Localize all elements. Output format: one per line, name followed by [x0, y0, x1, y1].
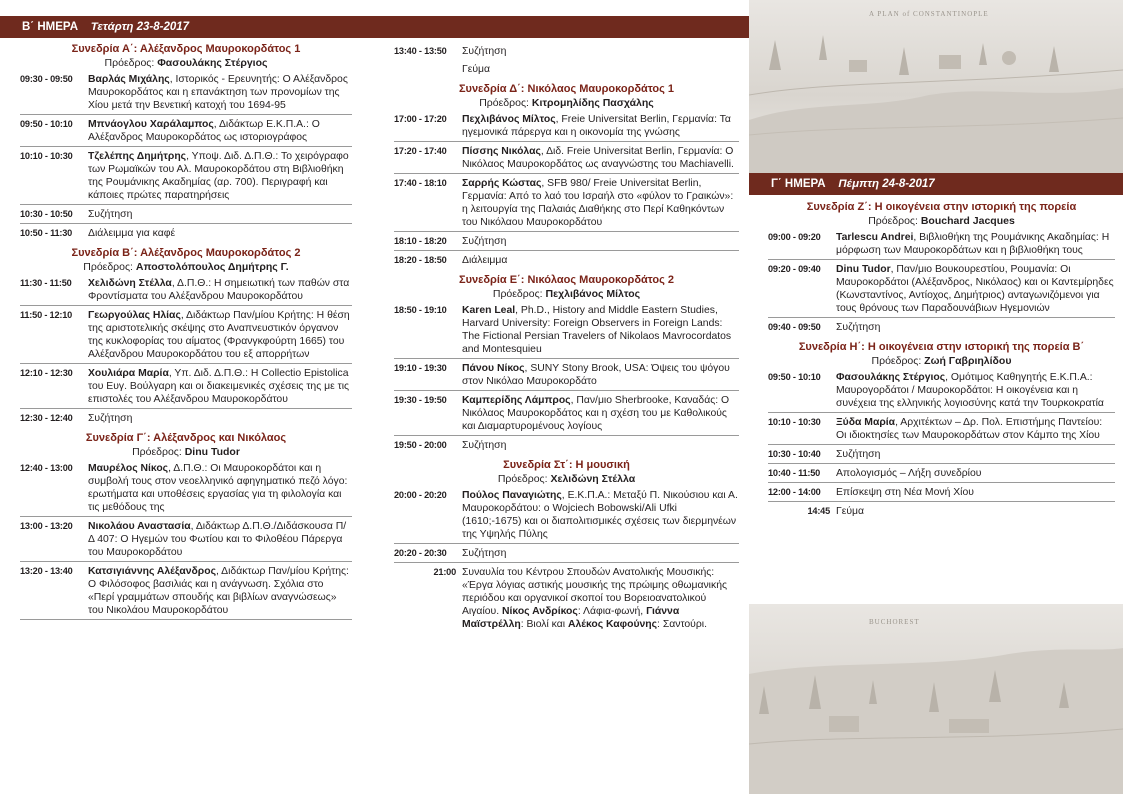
- session-g-header: [768, 200, 1115, 228]
- talk-row: [768, 368, 1115, 413]
- talk-time: 09:50 - 10:10: [20, 119, 73, 129]
- speaker-name: Πούλος Παναγιώτης: [462, 490, 562, 501]
- talk-title: , Υπ. Διδ. Δ.Π.Θ.: Η Collectio Epistolica του Ευγ. Βούλγαρη και οι διακειμενικές σχέσεις της με τις επιστολές του Αλέξανδρου Μαυροκορδάτου: [88, 368, 350, 405]
- talk-text: [462, 304, 739, 356]
- session-c-header: [20, 431, 352, 459]
- talk-title: , Ε.Κ.Π.Α.: Μεταξύ Π. Νικούσιου και Α. Μαυροκορδάτου: ο Wojciech Bobowski/Ali Ufki (1610;-1675) και οι διαπολιτισμικές σχέσεις των διερμηνέων της Υψηλής Πύλης: [462, 490, 738, 540]
- closing-row: [768, 445, 1115, 464]
- engraving-bottom-label: BUCHOREST: [869, 618, 920, 626]
- session-g-title: Συνεδρία Ζ΄: Η οικογένεια στην ιστορική της πορεία: [806, 201, 1077, 213]
- closing-row: [768, 502, 1115, 520]
- talk-title: , Αρχιτέκτων – Δρ. Πολ. Επιστήμης Παντείου: Οι ιδιοκτησίες των Μαυροκορδάτων στον Κάμπο της Χίου: [836, 417, 1103, 441]
- day2-title: Β΄ ΗΜΕΡΑ: [22, 21, 79, 33]
- talk-row: [768, 260, 1115, 318]
- chair-name: Bouchard Jacques: [920, 215, 1015, 227]
- talk-row: [20, 147, 352, 205]
- performer-name: Αλέκος Καφούνης: [567, 619, 658, 630]
- talk-row: [20, 274, 352, 306]
- talk-title: , Διδάκτωρ Παν/μίου Κρήτης: Ο Φιλόσοφος βασιλιάς και η ανάγνωση. Σχόλια στο «Περί γραμμάτων σπουδής και βιβλίων αναγνώσεως» του Νικολάου Μαυροκορδάτου: [88, 566, 349, 616]
- talk-time: 10:10 - 10:30: [20, 151, 73, 161]
- chair-label: Πρόεδρος:: [132, 446, 182, 458]
- talk-time: 14:45: [807, 506, 830, 516]
- bucharest-engraving: [749, 604, 1123, 794]
- discussion-row: [394, 544, 739, 563]
- talk-text: [88, 367, 352, 406]
- break-label: Διάλειμμα: [462, 255, 508, 266]
- break-label: Διάλειμμα για καφέ: [88, 228, 176, 239]
- talk-time: 20:20 - 20:30: [394, 548, 447, 558]
- break-row: [20, 224, 352, 242]
- talk-time: 17:00 - 17:20: [394, 114, 447, 124]
- speaker-name: Ξύδα Μαρία: [836, 417, 896, 428]
- talk-title: , Παν/μιο Sherbrooke, Καναδάς: Ο Νικόλαος Μαυροκορδάτος και η σχέση του με Καθολικούς και Διαμαρτυρομένους λογίους: [462, 395, 730, 432]
- talk-title: , SFB 980/ Freie Universitat Berlin, Γερμανία: Από το λαό του Ισραήλ στο «φύλον το Γραικών»: η λειτουργία της Παλαιάς Διαθήκης στο Περί Καθηκόντων του Νικόλαου Μαυροκορδάτου: [462, 178, 734, 228]
- talk-time: 18:10 - 18:20: [394, 236, 447, 246]
- talk-row: [20, 115, 352, 147]
- talk-row: [394, 110, 739, 142]
- chair-name: Dinu Tudor: [184, 446, 240, 458]
- performer-role: : Σαντούρι.: [657, 619, 707, 630]
- speaker-name: Karen Leal: [462, 305, 516, 316]
- chair-label: Πρόεδρος:: [868, 215, 918, 227]
- talk-time: 12:30 - 12:40: [20, 413, 73, 423]
- talk-text: [462, 113, 739, 139]
- closing-label: Απολογισμός – Λήξη συνεδρίου: [836, 468, 982, 479]
- session-g-chair: [768, 214, 1115, 228]
- chair-label: Πρόεδρος:: [871, 355, 922, 367]
- session-h-header: [768, 340, 1115, 368]
- session-f-chair: [394, 472, 739, 486]
- day2-header-bar: [0, 16, 749, 38]
- talk-row: [394, 359, 739, 391]
- engraving-top-label: A PLAN of CONSTANTINOPLE: [869, 10, 989, 18]
- chair-name: Πεχλιβάνος Μίλτος: [545, 288, 641, 300]
- talk-title: , Δ.Π.Θ.: Οι Μαυροκορδάτοι και η συμβολή τους στον νεοελληνικό αφηγηματικό πεζό λόγο: ερωτήματα και υποθέσεις εργασίας για τη φιλολογία και τις μεθόδους της: [88, 463, 348, 513]
- talk-text: [836, 371, 1115, 410]
- talk-time: 13:20 - 13:40: [20, 566, 73, 576]
- talk-row: [20, 364, 352, 409]
- talk-time: 11:50 - 12:10: [20, 310, 73, 320]
- discussion-row: [768, 318, 1115, 336]
- talk-row: [20, 517, 352, 562]
- talk-time: 12:40 - 13:00: [20, 463, 73, 473]
- talk-row: [394, 391, 739, 436]
- talk-row: [394, 174, 739, 232]
- talk-time: 18:50 - 19:10: [394, 305, 447, 315]
- speaker-name: Χελιδώνη Στέλλα: [88, 278, 172, 289]
- discussion-row: [20, 205, 352, 224]
- talk-text: [88, 462, 352, 514]
- talk-text: [462, 362, 739, 388]
- engraving-art-bottom: [749, 604, 1123, 794]
- speaker-name: Tarlescu Andrei: [836, 232, 914, 243]
- talk-text: [88, 118, 352, 144]
- session-h-title: Συνεδρία Η΄: Η οικογένεια στην ιστορική της πορεία Β΄: [798, 341, 1085, 353]
- discussion-label: Συζήτηση: [462, 548, 507, 559]
- concert-text: [462, 566, 739, 631]
- talk-title: , Ph.D., History and Middle Eastern Studies, Harvard University: Foreign Observers in Foreign Lands: The Fictional Persian Travelers of Nikolaos Mavrocordatos and Montesquieu: [462, 305, 732, 355]
- talk-title: , Βιβλιοθήκη της Ρουμάνικης Ακαδημίας: Η μόρφωση των Μαυροκορδάτων και η βιβλιοθήκη τους: [836, 232, 1110, 256]
- speaker-name: Μαυρέλος Νίκος: [88, 463, 169, 474]
- chair-name: Χελιδώνη Στέλλα: [550, 473, 636, 485]
- talk-time: 10:50 - 11:30: [20, 228, 73, 238]
- speaker-name: Πάνου Νίκος: [462, 363, 525, 374]
- discussion-row: [394, 436, 739, 454]
- speaker-name: Σαρρής Κώστας: [462, 178, 542, 189]
- column-2: [394, 42, 739, 633]
- talk-time: 17:20 - 17:40: [394, 146, 447, 156]
- day2-date: Τετάρτη 23-8-2017: [90, 21, 190, 33]
- session-a-chair: [20, 56, 352, 70]
- concert-description: Συναυλία του Κέντρου Σπουδών Ανατολικής Μουσικής: «Έργα λόγιας αστικής μουσικής της πρώιμης οθωμανικής περιόδου και οργανικοί σκοποί του Βορειοανατολικού Αιγαίου.: [462, 567, 727, 617]
- talk-time: 17:40 - 18:10: [394, 178, 447, 188]
- discussion-label: Συζήτηση: [836, 322, 881, 333]
- talk-time: 12:00 - 14:00: [768, 487, 821, 497]
- talk-title: , Ιστορικός - Ερευνητής: Ο Αλέξανδρος Μαυροκορδάτος και η επανάκτηση των προνομίων της Χίου μετά την Βενετική κατοχή του 1694-95: [88, 74, 348, 111]
- talk-title: , Διδάκτωρ Ε.Κ.Π.Α.: Ο Αλέξανδρος Μαυροκορδάτος ως ιστοριογράφος: [88, 119, 320, 143]
- talk-time: 13:40 - 13:50: [394, 46, 447, 56]
- talk-row: [394, 142, 739, 174]
- chair-label: Πρόεδρος:: [83, 261, 133, 273]
- talk-time: 10:30 - 10:50: [20, 209, 73, 219]
- day2-heading: [22, 16, 189, 38]
- discussion-label: Συζήτηση: [462, 46, 507, 57]
- chair-name: Κιτρομηλίδης Πασχάλης: [531, 97, 654, 109]
- lunch-label: Γεύμα: [462, 64, 491, 75]
- discussion-label: Συζήτηση: [462, 440, 507, 451]
- talk-text: [88, 73, 352, 112]
- performer-role: : Βιολί και: [520, 619, 568, 630]
- day3-heading: [771, 173, 935, 195]
- closing-label: Γεύμα: [836, 506, 865, 517]
- session-c-chair: [20, 445, 352, 459]
- talk-time: 10:10 - 10:30: [768, 417, 821, 427]
- talk-row: [768, 413, 1115, 445]
- speaker-name: Χουλιάρα Μαρία: [88, 368, 169, 379]
- talk-text: [462, 177, 739, 229]
- talk-title: , Διδάκτωρ Δ.Π.Θ./Διδάσκουσα Π/Δ 407: Ο Ηγεμών του Φωτίου και το Φιλοθέου Πάρεργα του Μαυροκορδάτου: [88, 521, 347, 558]
- talk-text: [88, 277, 352, 303]
- talk-text: [836, 263, 1115, 315]
- day3-header-bar: [749, 173, 1123, 195]
- talk-title: , Ομότιμος Καθηγητής Ε.Κ.Π.Α.: Μαυρογορδάτοι / Μαυροκορδάτοι: Η οικογένεια και η συνέχεια της ελληνικής λογιοσύνης κατά την Τουρκοκρατία: [836, 372, 1104, 409]
- speaker-name: Γεωργούλας Ηλίας: [88, 310, 181, 321]
- discussion-label: Συζήτηση: [88, 209, 133, 220]
- talk-text: [88, 520, 352, 559]
- closing-row: [768, 483, 1115, 502]
- session-b-chair: [20, 260, 352, 274]
- closing-label: Επίσκεψη στη Νέα Μονή Χίου: [836, 487, 974, 498]
- talk-time: 09:00 - 09:20: [768, 232, 821, 242]
- talk-title: , Δ.Π.Θ.: Η σημειωτική των παθών στα Φροντίσματα του Αλέξανδρου Μαυροκορδάτου: [88, 278, 350, 302]
- discussion-label: Συζήτηση: [462, 236, 507, 247]
- talk-row: [20, 306, 352, 364]
- session-f-title: Συνεδρία Στ΄: Η μουσική: [503, 459, 630, 471]
- session-b-header: [20, 246, 352, 274]
- constantinople-engraving: [749, 0, 1123, 173]
- discussion-row: [394, 42, 739, 60]
- engraving-art: [749, 0, 1123, 173]
- chair-label: Πρόεδρος:: [104, 57, 155, 69]
- talk-time: 09:30 - 09:50: [20, 74, 73, 84]
- discussion-row: [394, 232, 739, 251]
- session-e-title: Συνεδρία Ε΄: Νικόλαος Μαυροκορδάτος 2: [459, 274, 674, 286]
- speaker-name: Νικολάου Αναστασία: [88, 521, 191, 532]
- lunch-row: [394, 60, 739, 78]
- speaker-name: Φασουλάκης Στέργιος: [836, 372, 946, 383]
- closing-row: [768, 464, 1115, 483]
- talk-time: 18:20 - 18:50: [394, 255, 447, 265]
- speaker-name: Πίσσης Νικόλας: [462, 146, 541, 157]
- talk-text: [836, 416, 1115, 442]
- talk-time: 21:00: [433, 567, 456, 577]
- talk-row: [20, 70, 352, 115]
- chair-name: Αποστολόπουλος Δημήτρης Γ.: [135, 261, 289, 273]
- talk-text: [88, 565, 352, 617]
- talk-time: 09:50 - 10:10: [768, 372, 821, 382]
- session-h-chair: [768, 354, 1115, 368]
- discussion-row: [20, 409, 352, 427]
- talk-row: [20, 459, 352, 517]
- chair-label: Πρόεδρος:: [479, 97, 529, 109]
- talk-time: 19:30 - 19:50: [394, 395, 447, 405]
- speaker-name: Κατσιγιάννης Αλέξανδρος: [88, 566, 216, 577]
- day3-date: Πέμπτη 24-8-2017: [838, 178, 935, 190]
- talk-text: [88, 150, 352, 202]
- speaker-name: Μπνάογλου Χαράλαμπος: [88, 119, 214, 130]
- talk-row: [394, 486, 739, 544]
- talk-time: 12:10 - 12:30: [20, 368, 73, 378]
- chair-name: Ζωή Γαβριηλίδου: [924, 355, 1012, 367]
- chair-label: Πρόεδρος:: [497, 473, 548, 485]
- talk-text: [88, 309, 352, 361]
- speaker-name: Τζελέπης Δημήτρης: [88, 151, 187, 162]
- talk-text: [462, 145, 739, 171]
- talk-text: [836, 231, 1115, 257]
- column-3: [768, 200, 1115, 520]
- break-row: [394, 251, 739, 269]
- discussion-label: Συζήτηση: [88, 413, 133, 424]
- session-e-header: [394, 273, 739, 301]
- session-c-title: Συνεδρία Γ΄: Αλέξανδρος και Νικόλαος: [85, 432, 287, 444]
- talk-time: 11:30 - 11:50: [20, 278, 72, 288]
- session-d-header: [394, 82, 739, 110]
- talk-title: , Freie Universitat Berlin, Γερμανία: Τα ηγεμονικά πάρεργα και η οικονομία της γνώσης: [462, 114, 731, 138]
- talk-title: , Παν/μιο Βουκουρεστίου, Ρουμανία: Οι Μαυροκορδάτοι (Αλέξανδρος, Νικόλαος) και οι Καντεμίρηδες (Κωνσταντίνος, Αντίοχος, Δημήτριος) ανταγωνιζόμενοι για τους θρόνους των Παραδουνάβιων Ηγεμονιών: [836, 264, 1114, 314]
- talk-row: [20, 562, 352, 620]
- talk-time: 19:50 - 20:00: [394, 440, 447, 450]
- talk-title: , Διδάκτωρ Παν/μίου Κρήτης: Η θέση της αριστοτελικής σκέψης στο Αναπνευστικόν όργανον της κυκλοφορίας του αίματος (Φρανγκφούρτη 1665) του Αλέξανδρου Μαυροκορδάτου του εξ απορρήτων: [88, 310, 350, 360]
- session-d-title: Συνεδρία Δ΄: Νικόλαος Μαυροκορδάτος 1: [458, 83, 675, 95]
- talk-time: 09:20 - 09:40: [768, 264, 821, 274]
- talk-title: , SUNY Stony Brook, USA: Όψεις του ψόγου στον Νικόλαο Μαυροκορδάτο: [462, 363, 730, 387]
- performer-name: Νίκος Ανδρίκος: [502, 606, 578, 617]
- talk-time: 13:00 - 13:20: [20, 521, 73, 531]
- talk-text: [462, 394, 739, 433]
- session-a-title: Συνεδρία Α΄: Αλέξανδρος Μαυροκορδάτος 1: [71, 43, 301, 55]
- speaker-name: Dinu Tudor: [836, 264, 891, 275]
- talk-time: 09:40 - 09:50: [768, 322, 821, 332]
- talk-time: 10:40 - 11:50: [768, 468, 821, 478]
- talk-title: , Διδ. Freie Universitat Berlin, Γερμανία: Ο Νικόλαος Μαυροκορδάτος ως αναγνώστης του Machiavelli.: [462, 146, 734, 170]
- talk-row: [768, 228, 1115, 260]
- concert-row: [394, 563, 739, 633]
- chair-label: Πρόεδρος:: [492, 288, 543, 300]
- speaker-name: Βαρλάς Μιχάλης: [88, 74, 170, 85]
- performer-name: Γιάννα Μαϊστρέλλη: [462, 606, 680, 630]
- session-f-header: [394, 458, 739, 486]
- performer-role: : Λάφια-φωνή,: [577, 606, 647, 617]
- speaker-name: Καμπερίδης Λάμπρος: [462, 395, 571, 406]
- talk-title: , Υποψ. Διδ. Δ.Π.Θ.: Το χειρόγραφο των Ρωμαϊκών του Αλ. Μαυροκορδάτου στη Βιβλιοθήκη της Ρουμάνικης Ακαδημίας (αρ. 700). Περιγραφή και κάποιες πρώτες παρατηρήσεις: [88, 151, 349, 201]
- talk-time: 10:30 - 10:40: [768, 449, 821, 459]
- talk-time: 19:10 - 19:30: [394, 363, 447, 373]
- session-e-chair: [394, 287, 739, 301]
- chair-name: Φασουλάκης Στέργιος: [157, 57, 268, 69]
- day3-title: Γ΄ ΗΜΕΡΑ: [771, 178, 826, 190]
- talk-time: 20:00 - 20:20: [394, 490, 447, 500]
- talk-row: [394, 301, 739, 359]
- talk-text: [462, 489, 739, 541]
- session-b-title: Συνεδρία Β΄: Αλέξανδρος Μαυροκορδάτος 2: [71, 247, 301, 259]
- session-a-header: [20, 42, 352, 70]
- closing-label: Συζήτηση: [836, 449, 881, 460]
- speaker-name: Πεχλιβάνος Μίλτος: [462, 114, 556, 125]
- session-d-chair: [394, 96, 739, 110]
- column-1: [20, 42, 352, 620]
